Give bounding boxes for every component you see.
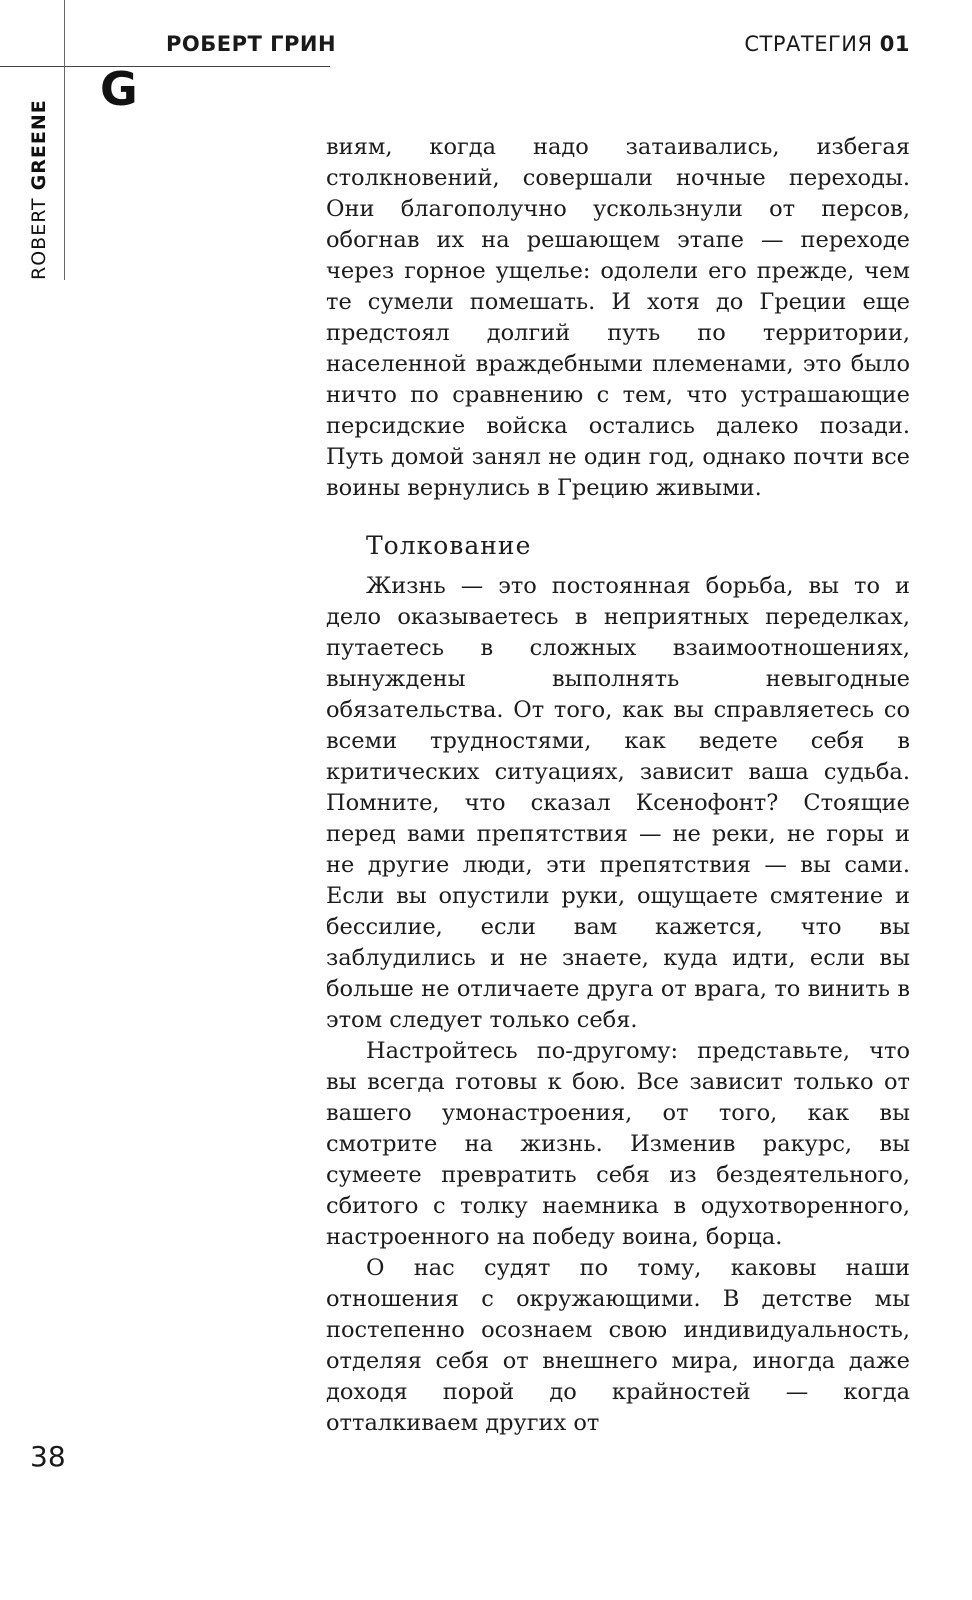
margin-rule [64, 0, 65, 280]
paragraph: О нас судят по тому, каковы наши отношения с окружающими. В детстве мы постепенно осознаем свою индивидуальность, отделяя себя от внешнего мира, иногда даже доходя порой до крайностей — когда отталкиваем других от [326, 1255, 910, 1436]
series-logo-letter: G [100, 62, 138, 116]
running-head-chapter [744, 32, 910, 56]
header-rule [0, 66, 330, 67]
chapter-number: 01 [879, 32, 910, 56]
chapter-label: СТРАТЕГИЯ [744, 32, 873, 56]
paragraph-continued: виям, когда надо затаивались, избегая столкновений, совершали ночные переходы. Они благополучно ускользнули от персов, обогнав их на решающем этапе — переходе через горное ущелье: одолели его прежде, чем те сумели помешать. И хотя до Греции еще предстоял долгий путь по территории, населенной враждебными племенами, это было ничто по сравнению с тем, что устрашающие персидские войска остались далеко позади. Путь домой занял не один год, однако почти все воины вернулись в Грецию живыми. [326, 134, 910, 501]
spine-last-name: GREENE [28, 99, 50, 191]
vertical-author-label [28, 99, 50, 280]
page-number: 38 [30, 1440, 66, 1473]
paragraph: Жизнь — это постоянная борьба, вы то и дело оказываетесь в неприятных переделках, путаетесь в сложных взаимоотношениях, вынуждены выполнять невыгодные обязательства. От того, как вы справляетесь со всеми трудностями, как ведете себя в критических ситуациях, зависит ваша судьба. Помните, что сказал Ксенофонт? Стоящие перед вами препятствия — не реки, не горы и не другие люди, эти препятствия — вы сами. Если вы опустили руки, ощущаете смятение и бессилие, если вам кажется, что вы заблудились и не знаете, куда идти, если вы больше не отличаете друга от врага, то винить в этом следует только себя. [326, 573, 910, 1033]
section-heading: Толкование [366, 531, 532, 560]
spine-first-name: ROBERT [28, 190, 50, 280]
running-head-author: РОБЕРТ ГРИН [166, 32, 337, 56]
page-body [326, 132, 910, 1439]
paragraph: Настройтесь по-другому: представьте, что вы всегда готовы к бою. Все зависит только от вашего умонастроения, от того, как вы смотрите на жизнь. Изменив ракурс, вы сумеете превратить себя из бездеятельного, сбитого с толку наемника в одухотворенного, настроенного на победу воина, борца. [326, 1038, 910, 1250]
